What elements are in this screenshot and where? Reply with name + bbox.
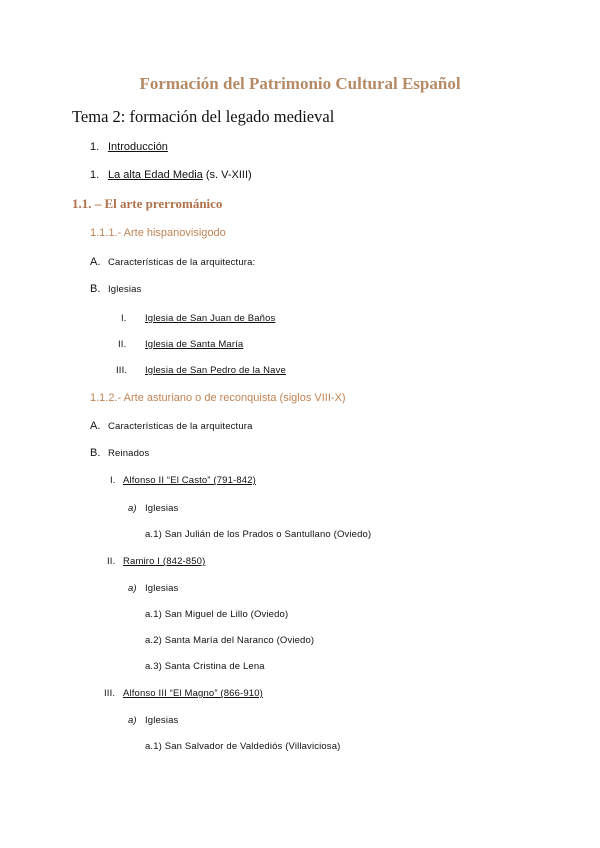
section-heading: 1.1. – El arte prerrománico [72, 196, 223, 211]
list-marker: III. [116, 365, 128, 376]
list-item-label: Características de la arquitectura [108, 421, 253, 432]
list-marker: B. [90, 283, 101, 295]
list-number: 1. [90, 169, 100, 181]
list-item-label: Reinados [108, 448, 150, 459]
list-marker: I. [110, 475, 116, 486]
reinado-link[interactable]: Alfonso III “El Magno” (866-910) [123, 688, 263, 699]
church-link[interactable]: Iglesia de San Pedro de la Nave [145, 365, 286, 376]
church-item: a.1) San Julián de los Prados o Santullano (Oviedo) [145, 529, 372, 540]
intro-link[interactable]: Introducción [108, 141, 168, 153]
document-subtitle: Tema 2: formación del legado medieval [72, 107, 335, 126]
reinado-link[interactable]: Ramiro I (842-850) [123, 556, 206, 567]
list-marker: A. [90, 420, 101, 432]
church-item: a.1) San Miguel de Lillo (Oviedo) [145, 609, 289, 620]
church-item: a.1) San Salvador de Valdediós (Villaviciosa) [145, 741, 341, 752]
list-marker: I. [121, 313, 127, 324]
list-number: 1. [90, 141, 100, 153]
document-title: Formación del Patrimonio Cultural Español [139, 74, 461, 93]
church-link[interactable]: Iglesia de San Juan de Baños [145, 313, 276, 324]
list-item-label: Iglesias [108, 284, 142, 295]
list-marker: II. [107, 556, 116, 567]
list-item-label: Características de la arquitectura: [108, 257, 256, 268]
alta-edad-media-suffix: (s. V-XIII) [202, 169, 252, 181]
list-marker: a) [128, 715, 137, 726]
list-item-label: Iglesias [145, 503, 179, 514]
list-marker: a) [128, 503, 137, 514]
list-marker: III. [104, 688, 116, 699]
church-item: a.2) Santa María del Naranco (Oviedo) [145, 635, 315, 646]
church-item: a.3) Santa Cristina de Lena [145, 661, 265, 672]
alta-edad-media-item [108, 169, 252, 181]
list-marker: A. [90, 256, 101, 268]
list-marker: II. [118, 339, 127, 350]
reinado-link[interactable]: Alfonso II “El Casto” (791-842) [123, 475, 256, 486]
subsection-heading: 1.1.2.- Arte asturiano o de reconquista (siglos VIII-X) [90, 392, 346, 404]
list-marker: a) [128, 583, 137, 594]
subsection-heading: 1.1.1.- Arte hispanovisigodo [90, 227, 226, 239]
list-item-label: Iglesias [145, 715, 179, 726]
list-item-label: Iglesias [145, 583, 179, 594]
church-link[interactable]: Iglesia de Santa María [145, 339, 244, 350]
list-marker: B. [90, 447, 101, 459]
alta-edad-media-link[interactable]: La alta Edad Media [108, 169, 203, 181]
